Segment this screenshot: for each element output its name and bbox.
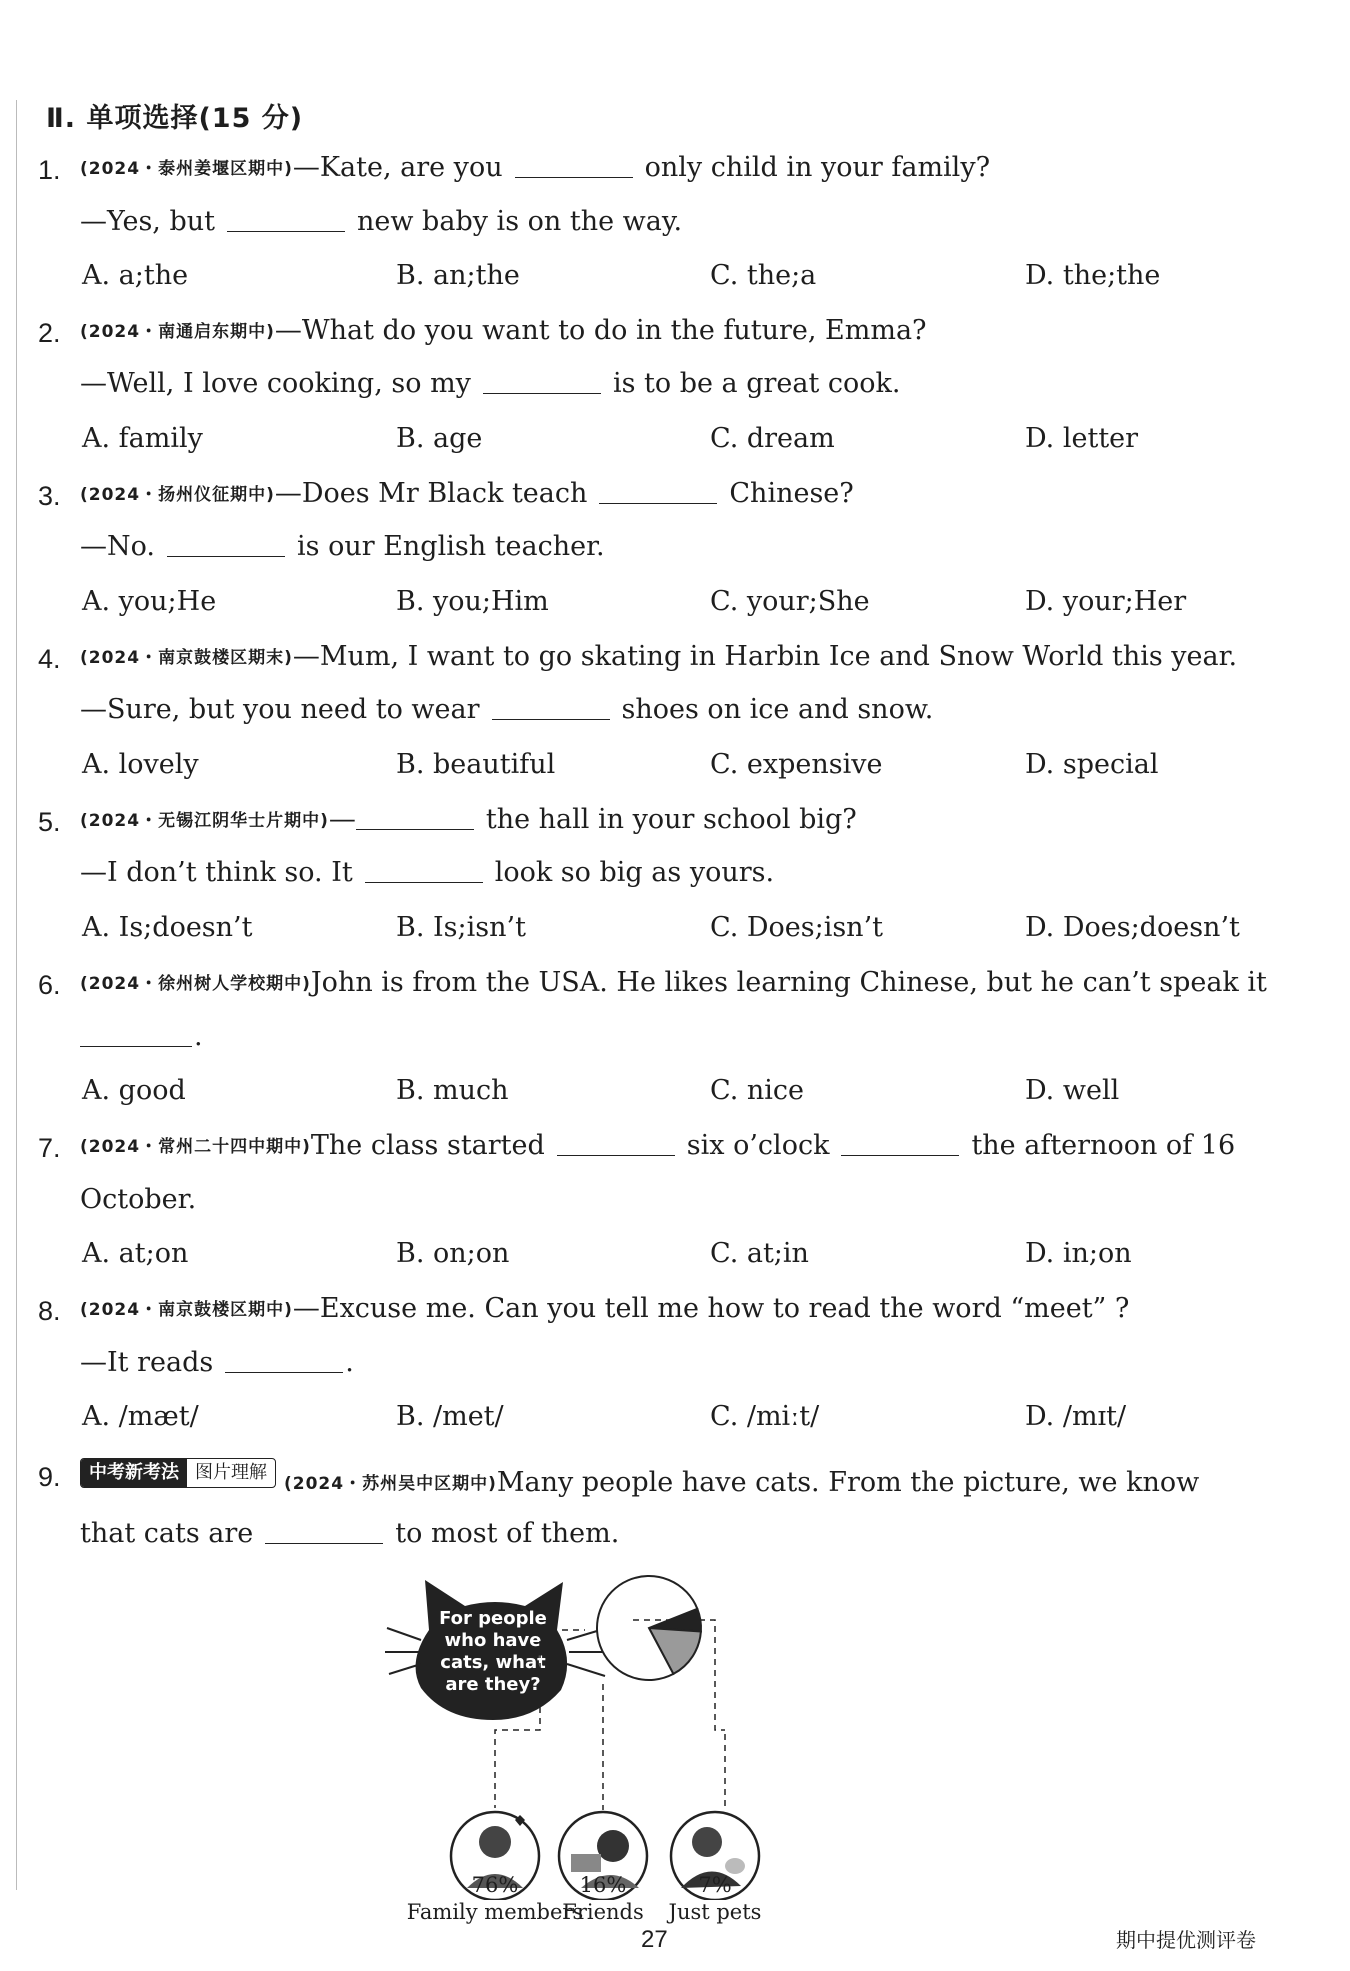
question-number: 8. [38, 1296, 61, 1326]
option-c[interactable]: C. your;She [710, 586, 870, 617]
option-d[interactable]: D. your;Her [1025, 586, 1187, 617]
question-number: 3. [38, 481, 61, 511]
question-source: (2024・南京鼓楼区期中) [80, 1300, 293, 1320]
percent-label: 7% [698, 1873, 732, 1897]
option-d[interactable]: D. Does;doesn’t [1025, 912, 1240, 943]
question-line: —It reads . [80, 1347, 354, 1378]
question-line: 中考新考法 图片理解(2024・苏州吴中区期中)Many people have cats. From the picture, we know [80, 1458, 1199, 1498]
question-source: (2024・徐州树人学校期中) [80, 974, 311, 994]
question-line: —I don’t think so. It look so big as yours. [80, 857, 775, 888]
question-line: —Yes, but new baby is on the way. [80, 206, 683, 237]
option-a[interactable]: A. at;on [82, 1238, 189, 1269]
option-b[interactable]: B. on;on [396, 1238, 510, 1269]
answer-blank[interactable] [483, 369, 601, 394]
option-c[interactable]: C. Does;isn’t [710, 912, 884, 943]
question-source: (2024・南通启东期中) [80, 322, 275, 342]
option-c[interactable]: C. at;in [710, 1238, 809, 1269]
question-number: 5. [38, 807, 61, 837]
pie-chart [597, 1576, 701, 1680]
option-b[interactable]: B. an;the [396, 260, 520, 291]
answer-blank[interactable] [356, 805, 474, 830]
option-a[interactable]: A. good [82, 1075, 186, 1106]
figure-caption [625, 1872, 805, 1926]
answer-blank[interactable] [841, 1131, 959, 1156]
question-source: (2024・泰州姜堰区期中) [80, 159, 293, 179]
footer-title: 期中提优测评卷 [1116, 1928, 1256, 1952]
answer-blank[interactable] [557, 1131, 675, 1156]
category-label: Friends [562, 1900, 644, 1924]
option-c[interactable]: C. nice [710, 1075, 804, 1106]
option-a[interactable]: A. /mæt/ [82, 1401, 199, 1432]
option-d[interactable]: D. in;on [1025, 1238, 1132, 1269]
option-a[interactable]: A. lovely [82, 749, 199, 780]
option-a[interactable]: A. a;the [82, 260, 189, 291]
question-source: (2024・扬州仪征期中) [80, 485, 275, 505]
margin-line [16, 100, 17, 1890]
percent-label: 16% [579, 1873, 627, 1897]
question-number: 9. [38, 1462, 61, 1492]
figure-graphic [385, 1570, 1005, 1900]
question-source: (2024・无锡江阴华士片期中) [80, 811, 329, 831]
question-number: 7. [38, 1133, 61, 1163]
page-number: 27 [641, 1926, 668, 1953]
question-line: (2024・南通启东期中)—What do you want to do in the future, Emma? [80, 315, 927, 346]
answer-blank[interactable] [265, 1519, 383, 1544]
question-line: (2024・无锡江阴华士片期中)— the hall in your school big? [80, 804, 857, 835]
option-d[interactable]: D. well [1025, 1075, 1120, 1106]
option-d[interactable]: D. the;the [1025, 260, 1161, 291]
option-b[interactable]: B. beautiful [396, 749, 556, 780]
question-source: (2024・苏州吴中区期中) [284, 1474, 497, 1494]
bubble-line: who have [444, 1630, 542, 1651]
category-label: Family members [406, 1900, 584, 1924]
question-number: 1. [38, 155, 61, 185]
question-number: 4. [38, 644, 61, 674]
option-b[interactable]: B. much [396, 1075, 509, 1106]
option-d[interactable]: D. letter [1025, 423, 1139, 454]
question-line: (2024・徐州树人学校期中)John is from the USA. He likes learning Chinese, but he can’t speak it [80, 967, 1267, 998]
option-c[interactable]: C. expensive [710, 749, 883, 780]
question-number: 6. [38, 970, 61, 1000]
question-source: (2024・南京鼓楼区期末) [80, 648, 293, 668]
question-line: October. [80, 1184, 197, 1215]
question-line: (2024・扬州仪征期中)—Does Mr Black teach Chinese? [80, 478, 854, 509]
question-line: (2024・南京鼓楼区期末)—Mum, I want to go skating in Harbin Ice and Snow World this year. [80, 641, 1238, 672]
answer-blank[interactable] [167, 532, 285, 557]
new-exam-badge: 中考新考法 图片理解 [80, 1458, 276, 1488]
option-a[interactable]: A. you;He [82, 586, 217, 617]
option-b[interactable]: B. Is;isn’t [396, 912, 526, 943]
question-line: (2024・南京鼓楼区期中)—Excuse me. Can you tell me how to read the word “meet” ? [80, 1293, 1130, 1324]
answer-blank[interactable] [492, 695, 610, 720]
question-line: —No. is our English teacher. [80, 531, 605, 562]
option-a[interactable]: A. family [82, 423, 203, 454]
question-line: —Well, I love cooking, so my is to be a great cook. [80, 368, 901, 399]
percent-label: 76% [471, 1873, 519, 1897]
question-source: (2024・常州二十四中期中) [80, 1137, 311, 1157]
section-title: Ⅱ. 单项选择(15 分) [46, 103, 304, 134]
answer-blank[interactable] [227, 207, 345, 232]
option-d[interactable]: D. /mɪt/ [1025, 1401, 1127, 1432]
question-line: (2024・泰州姜堰区期中)—Kate, are you only child in your family? [80, 152, 991, 183]
answer-blank[interactable] [599, 479, 717, 504]
answer-blank[interactable] [365, 858, 483, 883]
question-line: that cats are to most of them. [80, 1518, 620, 1549]
bubble-line: cats, what [440, 1652, 546, 1673]
option-c[interactable]: C. the;a [710, 260, 817, 291]
option-b[interactable]: B. /met/ [396, 1401, 504, 1432]
answer-blank[interactable] [80, 1022, 192, 1047]
category-label: Just pets [668, 1900, 762, 1924]
option-b[interactable]: B. age [396, 423, 483, 454]
option-d[interactable]: D. special [1025, 749, 1159, 780]
bubble-line: are they? [445, 1674, 541, 1695]
answer-blank[interactable] [515, 153, 633, 178]
question-line: . [80, 1021, 203, 1052]
option-c[interactable]: C. dream [710, 423, 835, 454]
question-line: —Sure, but you need to wear shoes on ice and snow. [80, 694, 934, 725]
question-line: (2024・常州二十四中期中)The class started six o’clock the afternoon of 16 [80, 1130, 1236, 1161]
question-number: 2. [38, 318, 61, 348]
answer-blank[interactable] [225, 1348, 343, 1373]
bubble-line: For people [439, 1608, 547, 1629]
option-b[interactable]: B. you;Him [396, 586, 549, 617]
cat-survey-figure [385, 1570, 1005, 1924]
option-a[interactable]: A. Is;doesn’t [82, 912, 253, 943]
option-c[interactable]: C. /miːt/ [710, 1401, 820, 1432]
